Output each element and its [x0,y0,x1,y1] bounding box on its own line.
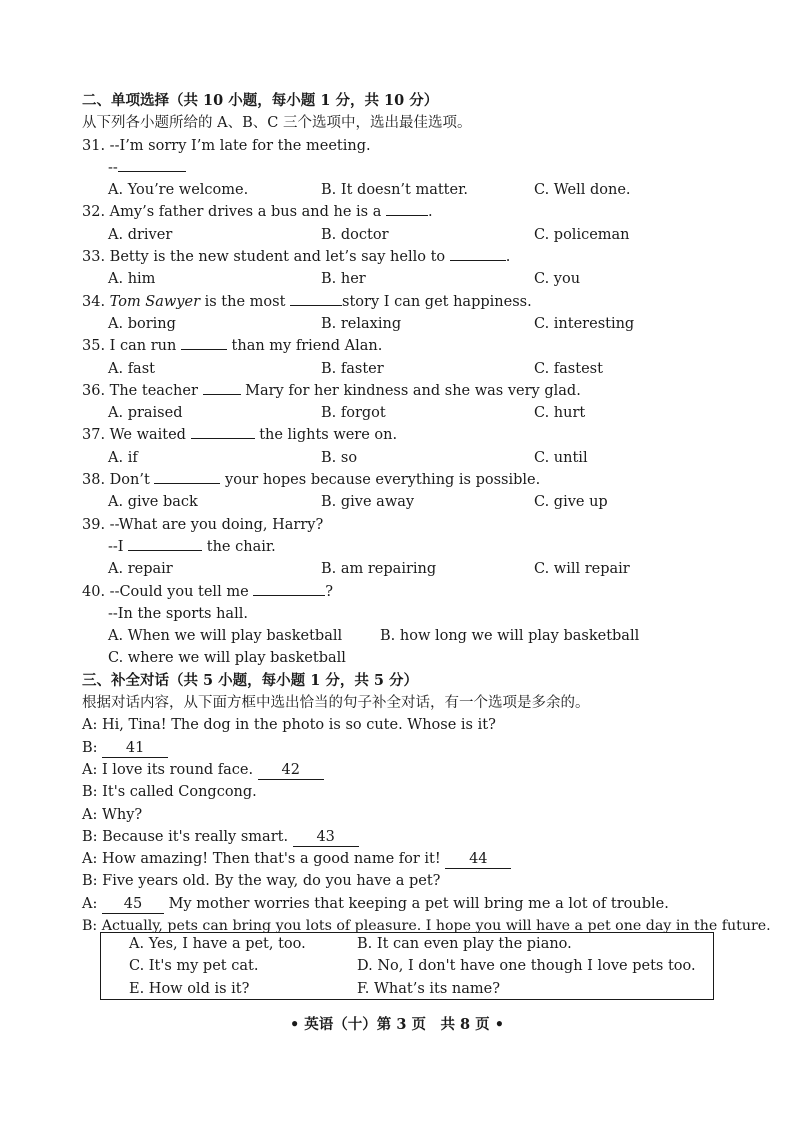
q35-option-b[interactable]: B. faster [321,360,384,377]
q40-stem: 40. --Could you tell me ? [82,581,722,603]
box-option-d[interactable]: D. No, I don't have one though I love pets too. [357,958,696,975]
dialogue-line-8: B: Five years old. By the way, do you have a pet? [82,873,441,890]
q31-option-c[interactable]: C. Well done. [534,182,631,199]
q40-option-b[interactable]: B. how long we will play basketball [380,628,640,645]
q38-options [82,491,722,513]
section3-heading: 三、补全对话（共 5 小题，每小题 1 分，共 5 分） [82,671,419,689]
dialogue-line-1: A: Hi, Tina! The dog in the photo is so cute. Whose is it? [82,717,496,734]
q33-option-c[interactable]: C. you [534,271,581,288]
q31-option-a[interactable]: A. You’re welcome. [108,182,249,199]
q37-option-c[interactable]: C. until [534,449,588,466]
q39-option-a[interactable]: A. repair [108,561,173,578]
q35-option-a[interactable]: A. fast [108,360,155,377]
q36-option-c[interactable]: C. hurt [534,405,586,422]
box-option-a[interactable]: A. Yes, I have a pet, too. [129,936,306,952]
dialogue-line-9: A: 45 My mother worries that keeping a pet will bring me a lot of trouble. [82,895,669,912]
section3-instruction: 根据对话内容，从下面方框中选出恰当的句子补全对话，有一个选项是多余的。 [82,695,590,712]
q39-options [82,558,722,580]
q32-options [82,224,722,246]
q35-stem: 35. I can run than my friend Alan. [82,335,722,357]
q37-option-a[interactable]: A. if [108,449,138,466]
q40-reply: --In the sports hall. [108,605,248,622]
blank-44[interactable]: 44 [445,850,511,869]
dialogue-line-7: A: How amazing! Then that's a good name for it! 44 [82,848,722,870]
box-option-b[interactable]: B. It can even play the piano. [357,936,572,952]
dialogue-line-5: A: Why? [82,806,143,823]
q35-options [82,358,722,380]
q33-option-a[interactable]: A. him [108,271,156,288]
q33-stem: 33. Betty is the new student and let’s say hello to . [82,246,722,268]
dialogue-line-3: A: I love its round face. 42 [82,759,722,781]
q34-option-b[interactable]: B. relaxing [321,315,402,332]
q33-options [82,268,722,290]
q32-option-b[interactable]: B. doctor [321,226,389,243]
q31-stem: 31. --I’m sorry I’m late for the meeting. [82,137,371,154]
q32-option-a[interactable]: A. driver [108,226,173,243]
section2-instruction: 从下列各小题所给的 A、B、C 三个选项中，选出最佳选项。 [82,115,472,132]
q36-option-a[interactable]: A. praised [108,405,183,422]
q39-option-b[interactable]: B. am repairing [321,561,437,578]
q34-option-c[interactable]: C. interesting [534,315,635,332]
q35-option-c[interactable]: C. fastest [534,360,603,377]
blank-41[interactable]: 41 [102,739,168,758]
dialogue-line-4: B: It's called Congcong. [82,784,257,801]
q36-option-b[interactable]: B. forgot [321,405,386,422]
q33-option-b[interactable]: B. her [321,271,366,288]
q36-stem: 36. The teacher Mary for her kindness and she was very glad. [82,380,722,402]
dialogue-line-10: B: Actually, pets can bring you lots of pleasure. I hope you will have a pet one day in the future. [82,917,771,934]
q34-stem: 34. Tom Sawyer is the most story I can get happiness. [82,291,722,313]
section2-heading: 二、单项选择（共 10 小题，每小题 1 分，共 10 分） [82,92,439,109]
dialogue-line-6: B: Because it's really smart. 43 [82,826,722,848]
q32-option-c[interactable]: C. policeman [534,226,630,243]
q36-options [82,402,722,424]
q40-option-a[interactable]: A. When we will play basketball [108,628,343,645]
blank-45[interactable]: 45 [102,895,164,914]
q38-option-c[interactable]: C. give up [534,494,608,511]
q34-option-a[interactable]: A. boring [108,315,176,332]
blank-43[interactable]: 43 [293,828,359,847]
q39-reply: --I the chair. [82,536,722,558]
exam-page [82,90,771,937]
options-box [100,932,714,1000]
q31-option-b[interactable]: B. It doesn’t matter. [321,182,469,199]
q39-option-c[interactable]: C. will repair [534,561,630,578]
page-footer: • 英语（十）第 3 页 共 8 页 • [289,1016,504,1033]
q37-stem: 37. We waited the lights were on. [82,424,722,446]
box-option-c[interactable]: C. It's my pet cat. [129,958,259,975]
box-option-f[interactable]: F. What’s its name? [357,980,500,997]
q38-stem: 38. Don’t your hopes because everything is possible. [82,469,722,491]
q31-options [82,179,722,201]
q31-reply: -- [82,157,722,179]
q37-options [82,447,722,469]
q37-option-b[interactable]: B. so [321,449,358,466]
q32-stem: 32. Amy’s father drives a bus and he is a . [82,201,722,223]
q34-options [82,313,722,335]
dialogue-line-2: B: 41 [82,737,722,759]
box-option-e[interactable]: E. How old is it? [129,980,250,997]
q38-option-a[interactable]: A. give back [108,494,198,511]
q39-stem: 39. --What are you doing, Harry? [82,516,324,533]
q38-option-b[interactable]: B. give away [321,494,415,511]
q40-option-c[interactable]: C. where we will play basketball [108,650,346,667]
q40-options-row1 [82,625,722,647]
blank-42[interactable]: 42 [258,761,324,780]
